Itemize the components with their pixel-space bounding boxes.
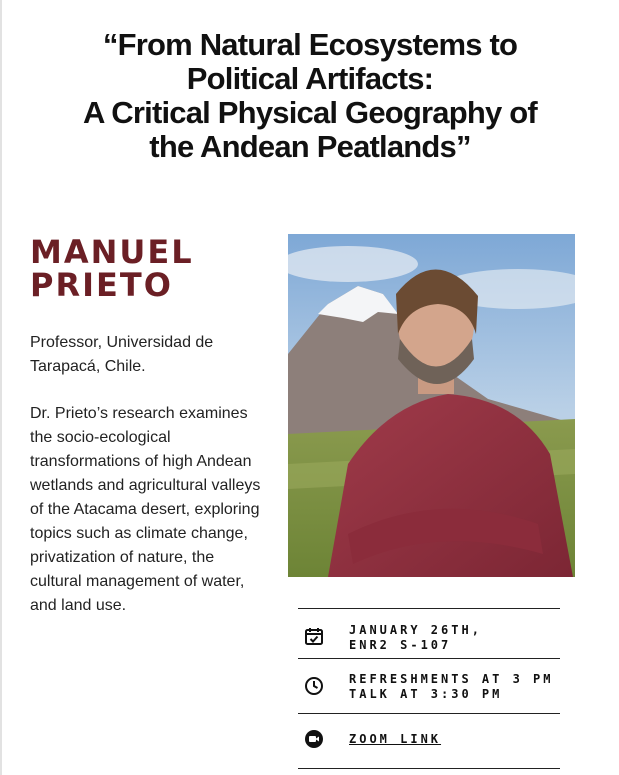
speaker-photo	[288, 234, 575, 577]
title-line: the Andean Peatlands”	[149, 129, 471, 164]
talk-time: TALK AT 3:30 PM	[349, 687, 503, 701]
speaker-last-name: PRIETO	[30, 266, 173, 304]
speaker-first-name: MANUEL	[30, 233, 194, 271]
refreshments-time: REFRESHMENTS AT 3 PM	[349, 672, 554, 686]
divider	[298, 768, 560, 769]
zoom-link[interactable]: ZOOM LINK	[349, 732, 442, 746]
speaker-affiliation: Professor, Universidad de Tarapacá, Chile.	[30, 334, 214, 375]
clock-icon	[304, 676, 324, 696]
date-location-text	[349, 623, 482, 653]
divider	[298, 658, 560, 659]
title-line: “From Natural Ecosystems to	[102, 27, 518, 62]
event-date: JANUARY 26TH,	[349, 623, 482, 637]
page-border	[0, 0, 2, 775]
calendar-check-icon	[304, 626, 324, 646]
divider	[298, 608, 560, 609]
event-location: ENR2 S-107	[349, 638, 452, 652]
title-line: A Critical Physical Geography of	[83, 95, 537, 130]
speaker-bio: Dr. Prieto’s research examines the socio-ecological transformations of high Andean wetlands and agricultural valleys of the Atacama desert, exploring topics such as climate change, privatization of nature, the cultural management of water, and land use.	[30, 405, 261, 614]
divider	[298, 713, 560, 714]
speaker-name	[30, 233, 194, 304]
video-camera-icon	[304, 729, 324, 749]
talk-title	[20, 28, 600, 164]
time-text	[349, 672, 554, 702]
zoom-text	[349, 732, 441, 747]
title-line: Political Artifacts:	[186, 61, 434, 96]
